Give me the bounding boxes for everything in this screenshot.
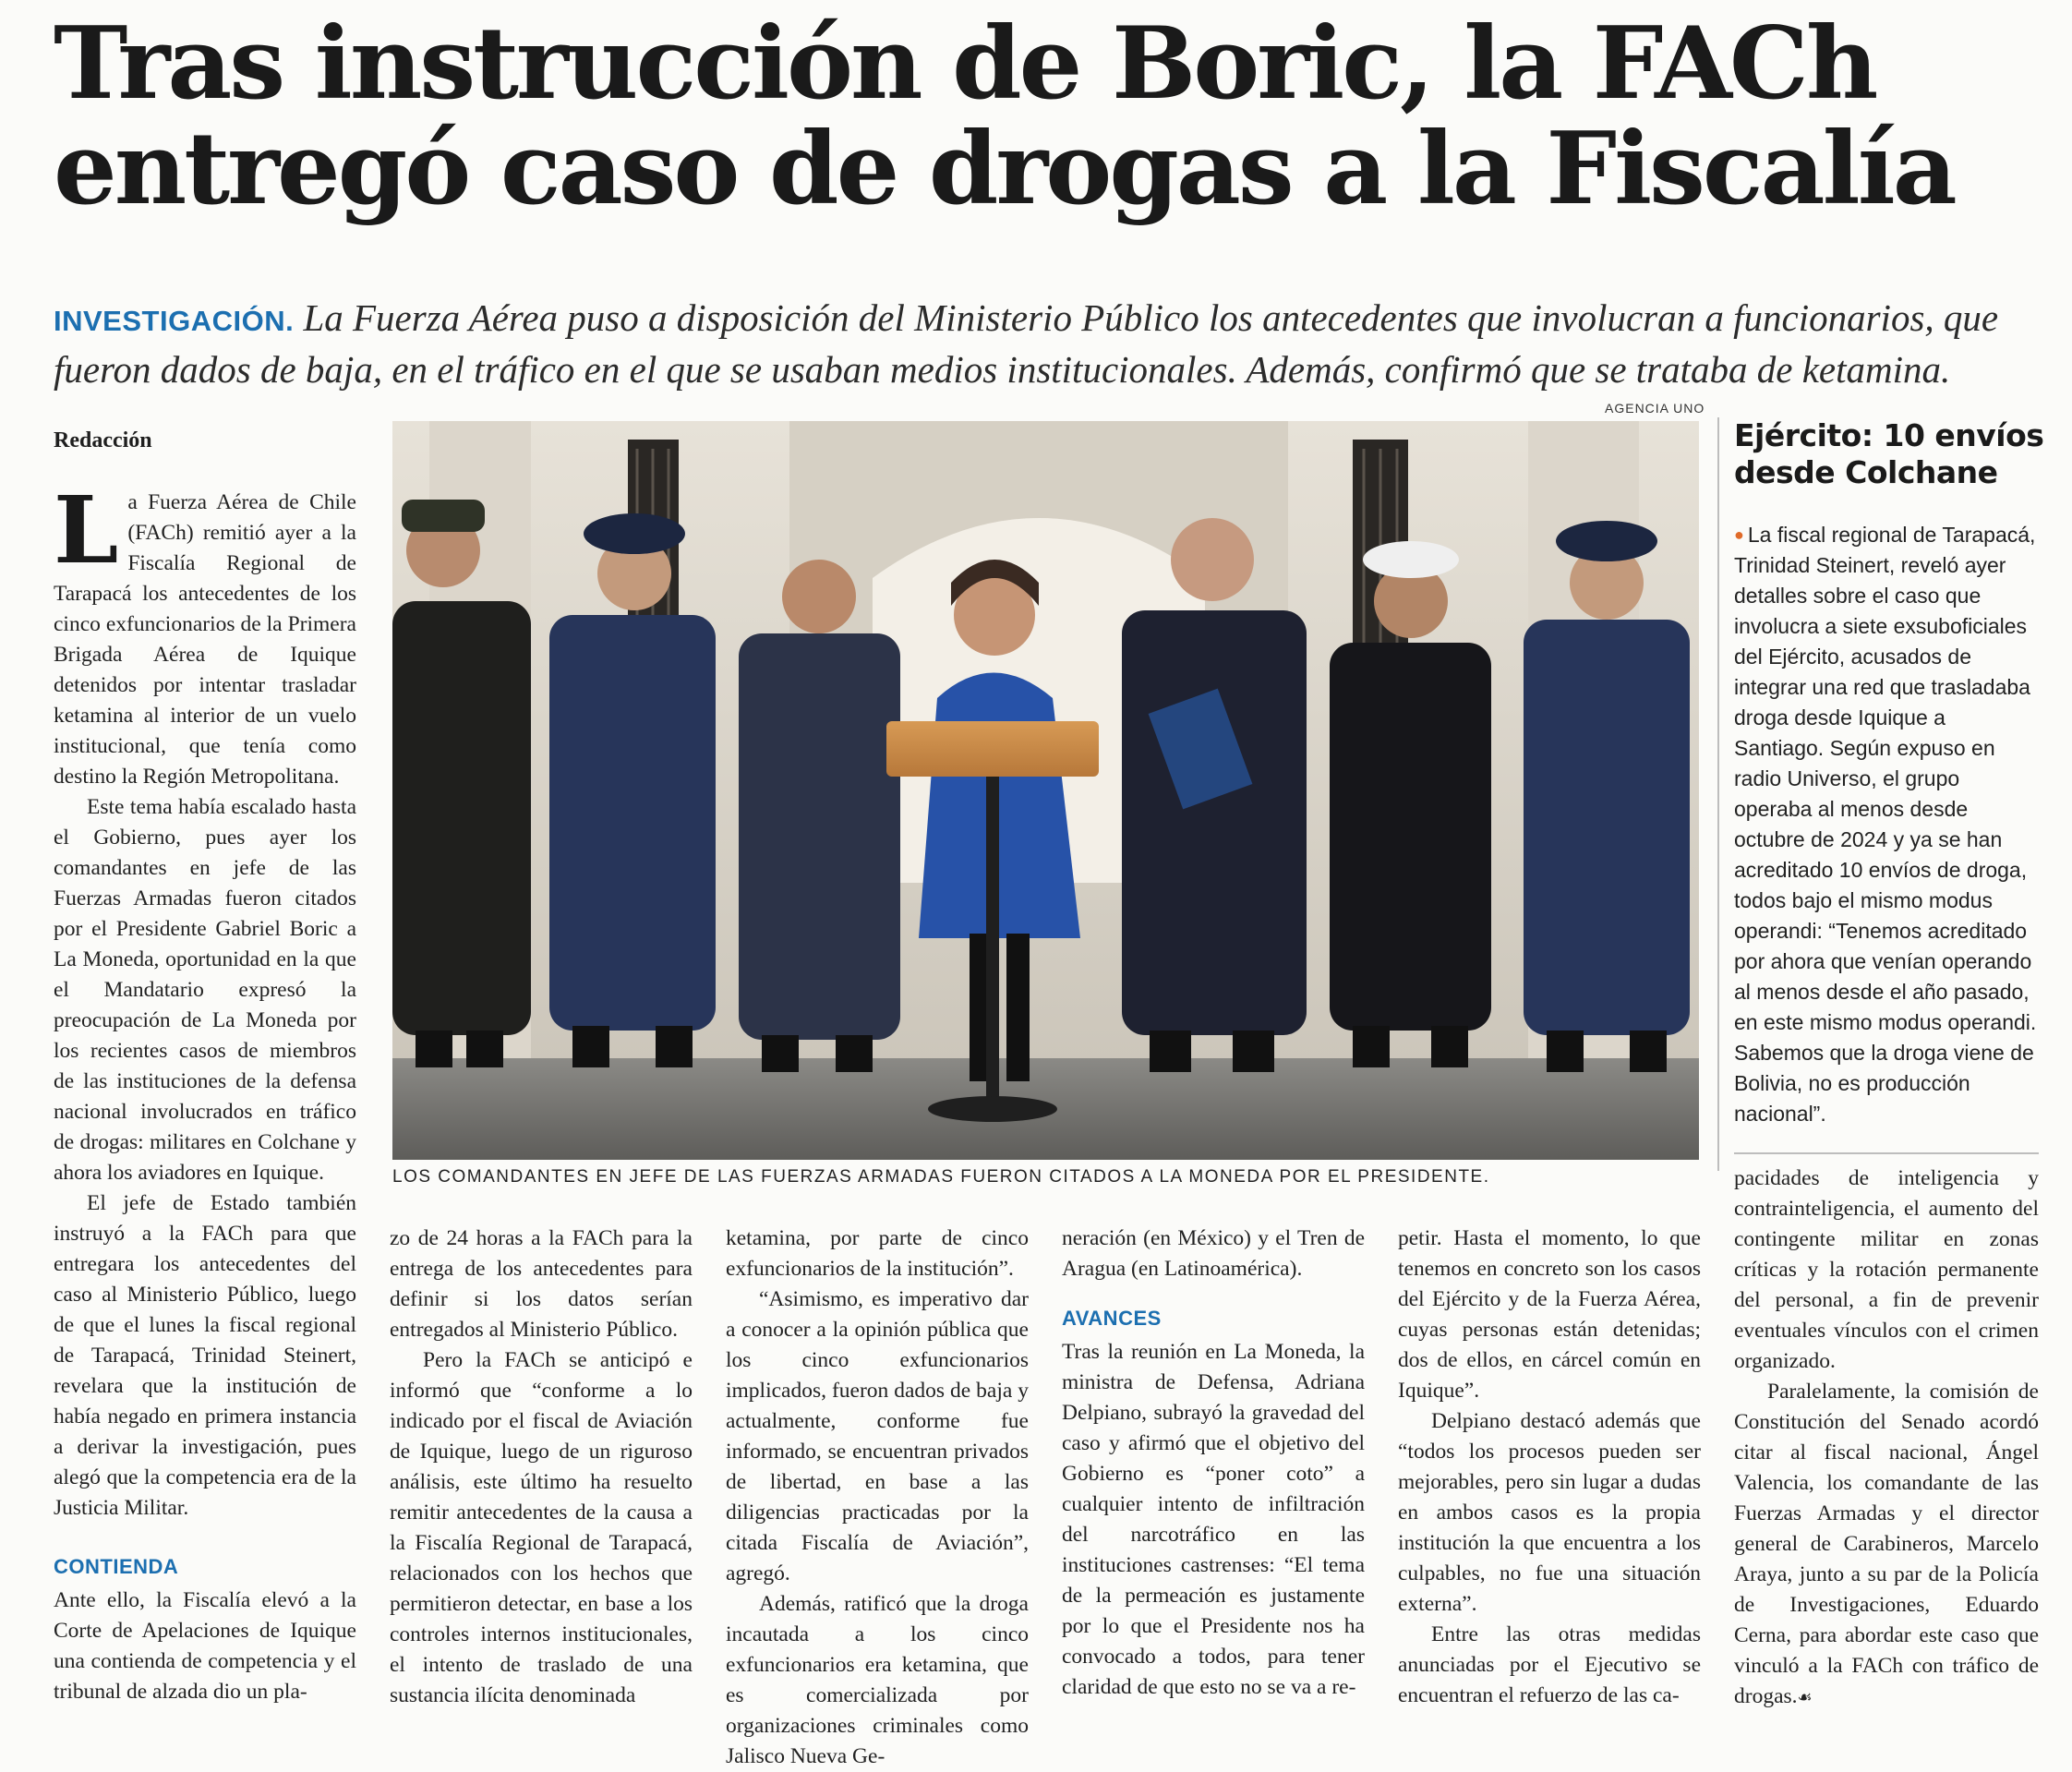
paragraph: neración (en México) y el Tren de Aragua (en Latinoamérica). [1062, 1226, 1365, 1281]
drop-cap: L [54, 476, 119, 585]
paragraph-text: a Fuerza Aérea de Chile (FACh) remitió ayer a la Fiscalía Regional de Tarapacá los antecedentes de los cinco exfuncionarios de la Primera Brigada Aérea de Iquique detenidos por intentar trasladar ketamina al interior de un vuelo institucional, que tenía como destino la Región Metropolitana. [54, 490, 356, 789]
paragraph: petir. Hasta el momento, lo que tenemos en concreto son los casos del Ejército y de la Fuerza Aérea, cuyas personas están detenidas; dos de ellos, en cárcel común en Iquique”. [1398, 1226, 1701, 1403]
paragraph: Delpiano destacó además que “todos los procesos pueden ser mejorables, pero sin lugar a dudas en ambos casos es la propia institución la que encuentra a los culpables, no fue una situación externa”. [1398, 1409, 1701, 1616]
paragraph: pacidades de inteligencia y contrainteligencia, el aumento del contingente militar en zonas críticas y la rotación permanente del personal, a fin de prevenir eventuales vínculos con el crimen organizado. [1734, 1166, 2039, 1373]
sidebar-body [1734, 520, 2039, 1129]
paragraph: Ante ello, la Fiscalía elevó a la Corte de Apelaciones de Iquique una contienda de competencia y el tribunal de alzada dio un pla- [54, 1588, 356, 1704]
photo-caption: LOS COMANDANTES EN JEFE DE LAS FUERZAS ARMADAS FUERON CITADOS A LA MONEDA POR EL PRESIDENTE. [392, 1167, 1490, 1187]
byline: Redacción [54, 428, 152, 452]
subhead-avances: AVANCES [1062, 1307, 1162, 1330]
paragraph: Pero la FACh se anticipó e informó que “conforme a lo indicado por el fiscal de Aviación de Iquique, luego de un riguroso análisis, este último ha resuelto remitir antecedentes de la causa a la Fiscalía Regional de Tarapacá, relacionados con los hechos que permitieron detectar, en base a los controles internos institucionales, el intento de traslado de una sustancia ilícita denominada [390, 1348, 693, 1707]
sidebar-title: Ejército: 10 envíos desde Colchane [1734, 417, 2044, 490]
article-column-1 [54, 476, 356, 1707]
deck [54, 294, 2039, 393]
paragraph: El jefe de Estado también instruyó a la FACh para que entregara los antecedentes del caso al Ministerio Público, luego de que el lunes la fiscal regional de Tarapacá, Trinidad Steinert, revelara que la institución de había negado en primera instancia a derivar la investigación, pues alegó que la competencia era de la Justicia Militar. [54, 1191, 356, 1520]
paragraph: Entre las otras medidas anunciadas por el Ejecutivo se encuentran el refuerzo de las ca- [1398, 1622, 1701, 1707]
paragraph: Tras la reunión en La Moneda, la ministra de Defensa, Adriana Delpiano, subrayó la gravedad del caso y afirmó que el objetivo del Gobierno es “poner coto” a cualquier intento de infiltración del narcotráfico en las instituciones castrenses: “El tema de la permeación es justamente por lo que el Presidente nos ha convocado a todos, para tener claridad de que esto no se va a re- [1062, 1340, 1365, 1699]
paragraph: Además, ratificó que la droga incautada a los cinco exfuncionarios era ketamina, que es comercializada por organizaciones criminales como Jalisco Nueva Ge- [726, 1592, 1029, 1768]
sidebar-text: La fiscal regional de Tarapacá, Trinidad Steinert, reveló ayer detalles sobre el caso que involucra a siete exsuboficiales del Ejército, acusados de integrar una red que trasladaba droga desde Iquique a Santiago. Según expuso en radio Universo, el grupo operaba al menos desde octubre de 2024 y ya se han acreditado 10 envíos de droga, todos bajo el mismo modus operandi: “Tenemos acreditado por ahora que venían operando al menos desde el año pasado, en este mismo modus operandi. Sabemos que la droga viene de Bolivia, no es producción nacional”. [1734, 523, 2037, 1126]
sidebar-bottom-rule [1734, 1152, 2039, 1154]
deck-kicker: INVESTIGACIÓN. [54, 305, 295, 337]
news-photo [392, 421, 1699, 1160]
article-column-6 [1734, 1163, 2039, 1713]
bullet-icon: ● [1734, 525, 1744, 544]
paragraph: ketamina, por parte de cinco exfuncionarios de la institución”. [726, 1226, 1029, 1281]
headline-line-1: Tras instrucción de Boric, la FACh [54, 6, 1876, 122]
photo-illustration [392, 421, 1699, 1160]
sidebar-divider [1717, 417, 1719, 1171]
article-column-2 [390, 1224, 693, 1711]
paragraph-text: Paralelamente, la comisión de Constitución del Senado acordó citar al fiscal nacional, Ángel Valencia, los comandante de las Fuerzas Armadas y el director general de Carabineros, Marcelo Araya, junto a su par de la Policía de Investigaciones, Eduardo Cerna, para abordar este caso que vinculó a la FACh con tráfico de drogas. [1734, 1380, 2039, 1708]
paragraph: Este tema había escalado hasta el Gobierno, pues ayer los comandantes en jefe de las Fuerzas Armadas fueron citados por el Presidente Gabriel Boric a La Moneda, oportunidad en la que el Mandatario expresó la preocupación de La Moneda por los recientes casos de miembros de las instituciones de la defensa nacional involucrados en tráfico de drogas: militares en Colchane y ahora los aviadores en Iquique. [54, 795, 356, 1185]
paragraph [1734, 1377, 2039, 1713]
photo-credit: AGENCIA UNO [1605, 401, 1705, 416]
article-column-3 [726, 1224, 1029, 1772]
paragraph: zo de 24 horas a la FACh para la entrega de los antecedentes para definir si los datos serían entregados al Ministerio Público. [390, 1226, 693, 1342]
article-column-5 [1398, 1224, 1701, 1711]
deck-text: La Fuerza Aérea puso a disposición del Ministerio Público los antecedentes que involucran a funcionarios, que fueron dados de baja, en el tráfico en el que se usaban medios institucionales. Además, confirmó que se trataba de ketamina. [54, 296, 1999, 391]
headline [54, 6, 2030, 227]
paragraph [54, 476, 356, 792]
subhead-contienda: CONTIENDA [54, 1555, 179, 1578]
end-mark-icon: ☙ [1797, 1688, 1813, 1707]
article-column-4 [1062, 1224, 1365, 1703]
headline-line-2: entregó caso de drogas a la Fiscalía [54, 111, 1955, 227]
paragraph: “Asimismo, es imperativo dar a conocer a la opinión pública que los cinco exfuncionarios implicados, fueron dados de baja y actualmente, conforme fue informado, se encuentran privados de libertad, en base a las diligencias practicadas por la citada Fiscalía de Aviación”, agregó. [726, 1287, 1029, 1585]
